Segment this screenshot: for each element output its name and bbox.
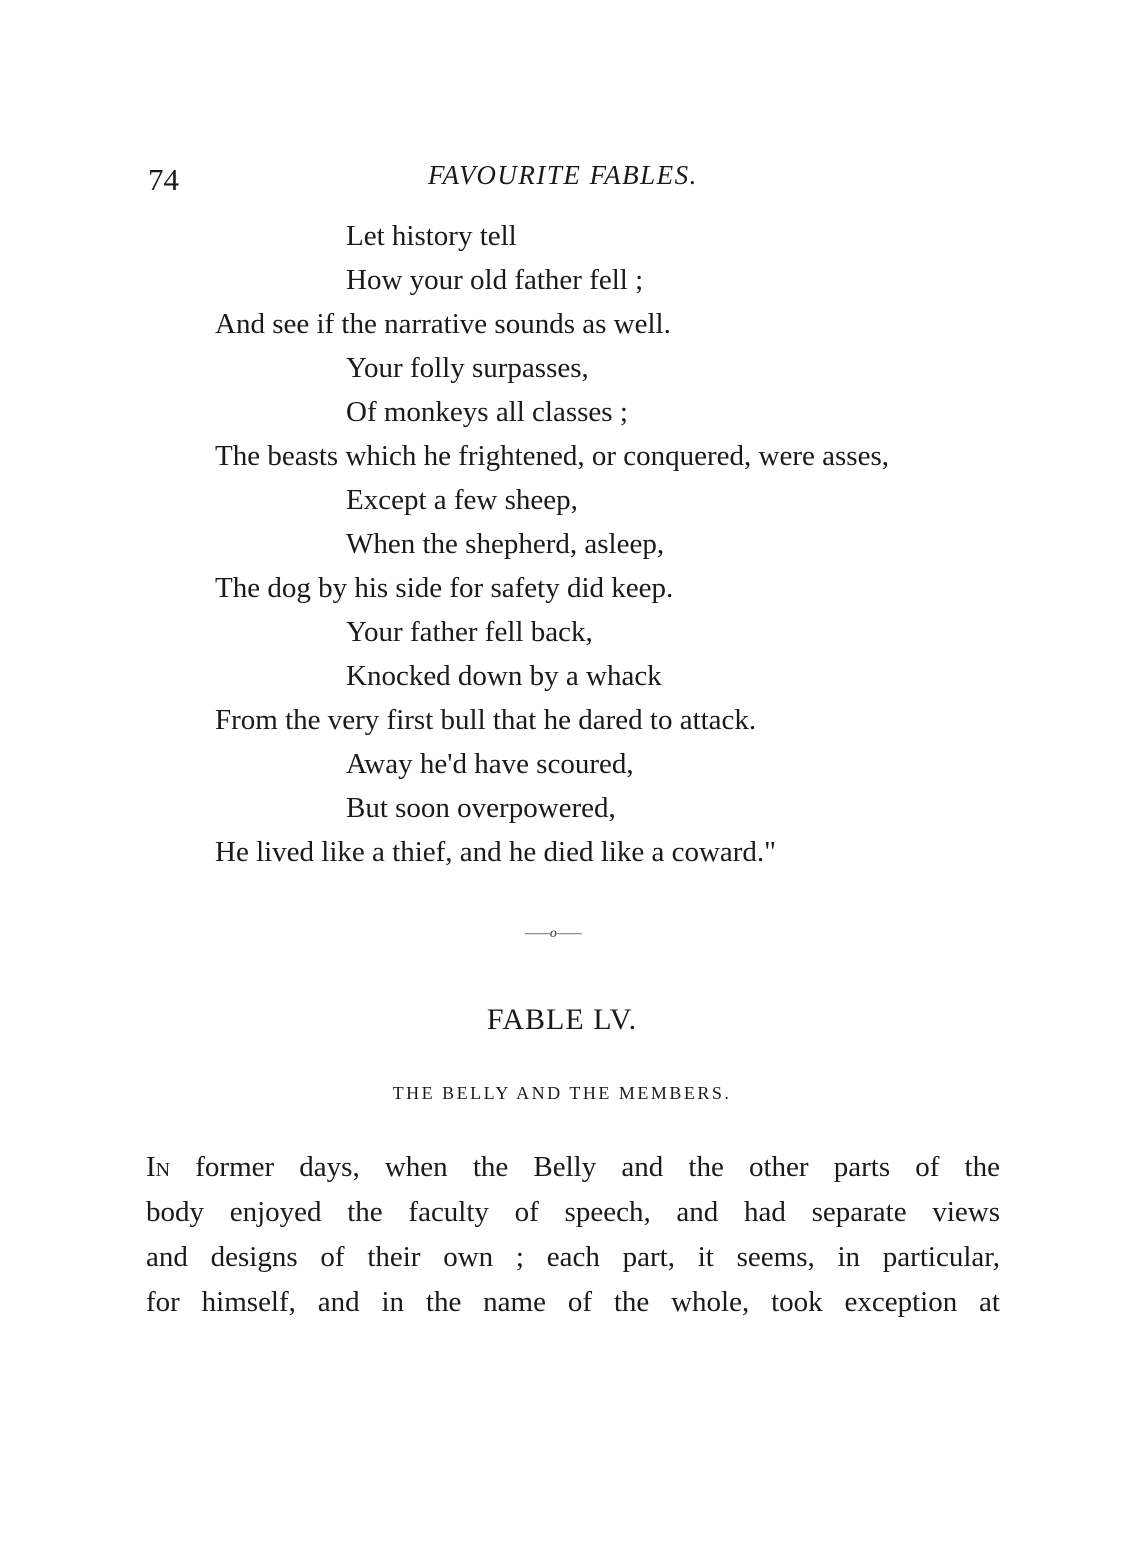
- verse-line: Knocked down by a whack: [346, 660, 662, 692]
- running-title: FAVOURITE FABLES.: [428, 160, 698, 190]
- section-divider: ——o——: [525, 926, 582, 941]
- fable-subtitle: THE BELLY AND THE MEMBERS.: [392, 1083, 732, 1103]
- verse-line: Your father fell back,: [346, 616, 593, 648]
- prose-line: body enjoyed the faculty of speech, and had separate views: [146, 1196, 1000, 1228]
- verse-line: Of monkeys all classes ;: [346, 396, 628, 428]
- verse-line: But soon overpowered,: [346, 792, 616, 824]
- page-number: 74: [148, 162, 179, 197]
- verse-line: Except a few sheep,: [346, 484, 578, 516]
- fable-title: FABLE LV.: [486, 1003, 638, 1036]
- prose-line: [146, 1151, 1000, 1196]
- verse-line: Let history tell: [346, 220, 517, 252]
- prose-line: and designs of their own ; each part, it seems, in particular,: [146, 1241, 1000, 1273]
- prose-line: for himself, and in the name of the whole, took exception at: [146, 1286, 1000, 1318]
- verse-line: And see if the narrative sounds as well.: [215, 308, 671, 340]
- verse-line: Away he'd have scoured,: [346, 748, 634, 780]
- prose-line-text: former days, when the Belly and the other parts of the: [170, 1151, 1000, 1183]
- verse-line: The beasts which he frightened, or conquered, were asses,: [215, 440, 889, 472]
- fable-body: [146, 1151, 1000, 1331]
- verse-line: When the shepherd, asleep,: [346, 528, 665, 560]
- verse-line: The dog by his side for safety did keep.: [215, 572, 674, 604]
- verse-line: From the very first bull that he dared to attack.: [215, 704, 757, 736]
- opening-word: In: [146, 1151, 171, 1183]
- verse-line: He lived like a thief, and he died like a coward.": [215, 836, 777, 868]
- verse-line: Your folly surpasses,: [346, 352, 589, 384]
- verse-line: How your old father fell ;: [346, 264, 644, 296]
